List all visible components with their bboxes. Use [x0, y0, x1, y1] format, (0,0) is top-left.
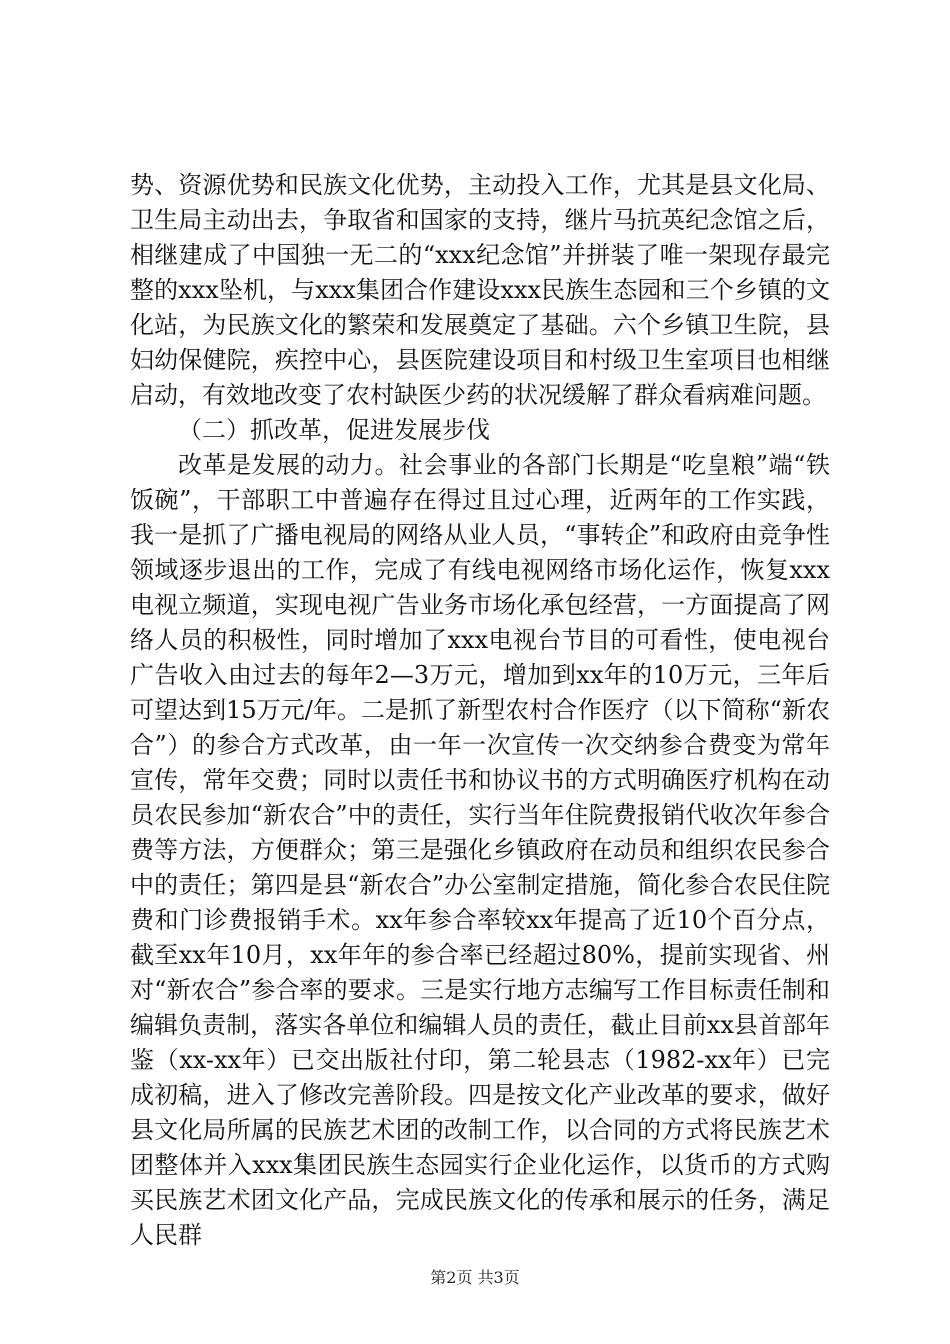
page-footer: 第2页 共3页	[430, 1268, 520, 1287]
document-body	[130, 168, 830, 1253]
paragraph-reform: 改革是发展的动力。社会事业的各部门长期是“吃皇粮”端“铁饭碗”，干部职工中普遍存在得过且过心理，近两年的工作实践，我一是抓了广播电视局的网络从业人员，“事转企”和政府由竞争性领域逐步退出的工作，完成了有线电视网络市场化运作，恢复xxx电视立频道，实现电视广告业务市场化承包经营，一方面提高了网络人员的积极性，同时增加了xxx电视台节目的可看性，使电视台广告收入由过去的每年2—3万元，增加到xx年的10万元，三年后可望达到15万元/年。二是抓了新型农村合作医疗（以下简称“新农合”）的参合方式改革，由一年一次宣传一次交纳参合费变为常年宣传，常年交费；同时以责任书和协议书的方式明确医疗机构在动员农民参加“新农合”中的责任，实行当年住院费报销代收次年参合费等方法，方便群众；第三是强化乡镇政府在动员和组织农民参合中的责任；第四是县“新农合”办公室制定措施，简化参合农民住院费和门诊费报销手术。xx年参合率较xx年提高了近10个百分点，截至xx年10月，xx年年的参合率已经超过80%，提前实现省、州对“新农合”参合率的要求。三是实行地方志编写工作目标责任制和编辑负责制，落实各单位和编辑人员的责任，截止目前xx县首部年鉴（xx-xx年）已交出版社付印，第二轮县志（1982-xx年）已完成初稿，进入了修改完善阶段。四是按文化产业改革的要求，做好县文化局所属的民族艺术团的改制工作，以合同的方式将民族艺术团整体并入xxx集团民族生态园实行企业化运作，以货币的方式购买民族艺术团文化产品，完成民族文化的传承和展示的任务，满足人民群	[130, 451, 830, 1249]
paragraph-continuation: 势、资源优势和民族文化优势，主动投入工作，尤其是县文化局、卫生局主动出去，争取省和国家的支持，继片马抗英纪念馆之后，相继建成了中国独一无二的“xxx纪念馆”并拼装了唯一架现存最完整的xxx坠机，与xxx集团合作建设xxx民族生态园和三个乡镇的文化站，为民族文化的繁荣和发展奠定了基础。六个乡镇卫生院，县妇幼保健院，疾控中心，县医院建设项目和村级卫生室项目也相继启动，有效地改变了农村缺医少药的状况缓解了群众看病难问题。	[130, 171, 830, 409]
section-heading: （二）抓改革，促进发展步伐	[178, 416, 490, 444]
